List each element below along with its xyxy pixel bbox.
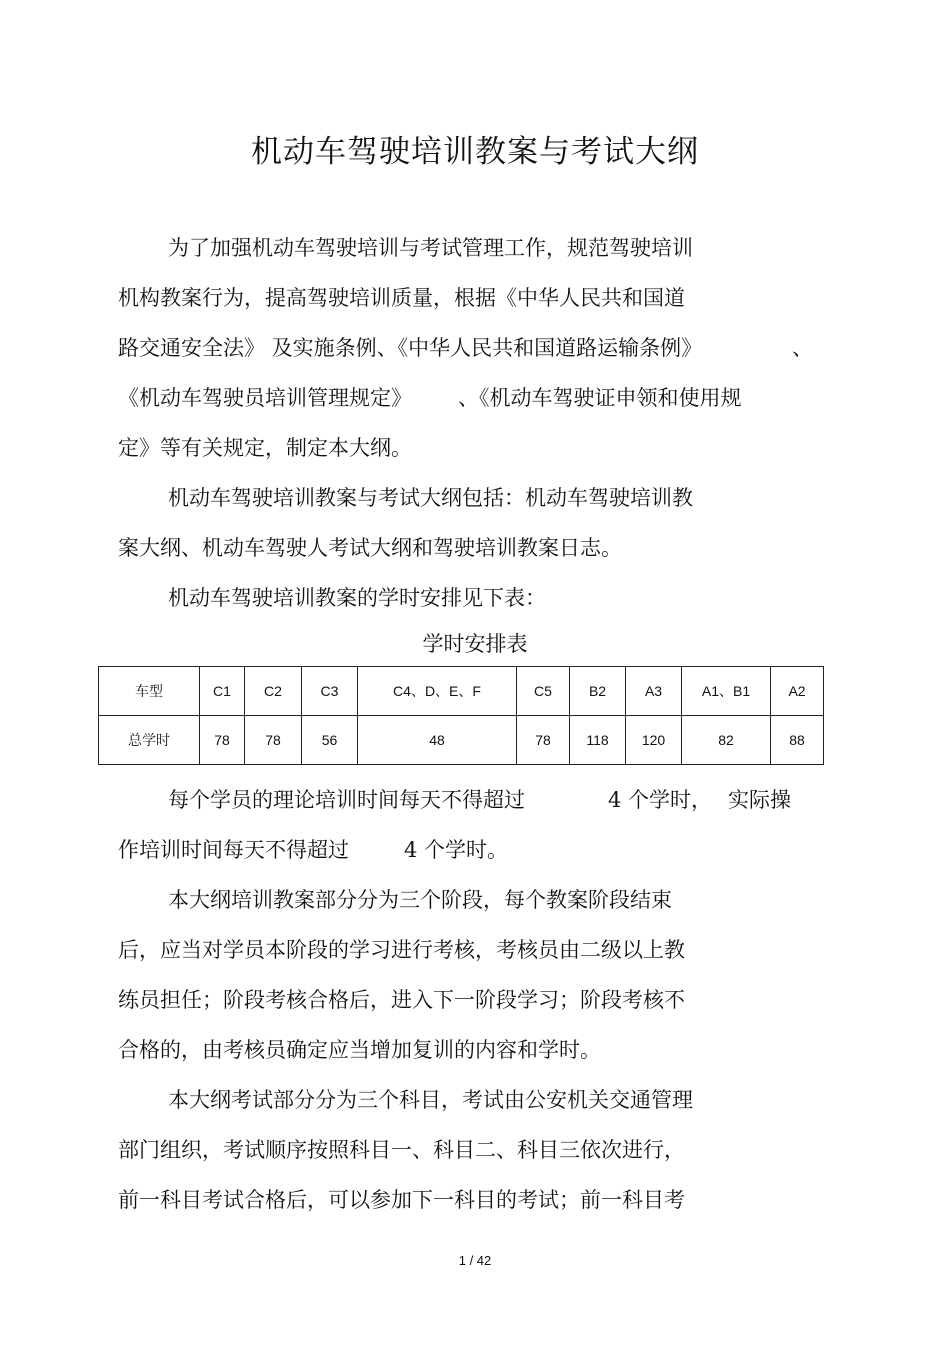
table-cell: 82 [682, 716, 771, 765]
table-cell: 78 [517, 716, 570, 765]
para2-line-1: 机动车驾驶培训教案与考试大纲包括：机动车驾驶培训教 [168, 486, 693, 510]
table-cell: A1、B1 [682, 667, 771, 716]
table-cell: 120 [626, 716, 682, 765]
table-cell: C5 [517, 667, 570, 716]
hours-table [98, 666, 824, 765]
table-cell: 78 [200, 716, 245, 765]
table-cell: C3 [302, 667, 358, 716]
para1-line-3-tail: 、 [792, 336, 813, 360]
table-cell: 车型 [99, 667, 200, 716]
para1-line-2: 机构教案行为，提高驾驶培训质量，根据《中华人民共和国道 [118, 286, 685, 310]
para1-line-4b: 、《机动车驾驶证申领和使用规 [458, 386, 742, 410]
document-title: 机动车驾驶培训教案与考试大纲 [251, 134, 699, 170]
para4-line-1c: 实际操 [728, 788, 791, 812]
para1-line-5: 定》等有关规定，制定本大纲。 [118, 436, 412, 460]
table-cell: 118 [570, 716, 626, 765]
para1-line-4a: 《机动车驾驶员培训管理规定》 [118, 386, 412, 410]
table-cell: A2 [771, 667, 824, 716]
table-row [99, 716, 824, 765]
table-cell: A3 [626, 667, 682, 716]
table-cell: 88 [771, 716, 824, 765]
para5-line-2: 后，应当对学员本阶段的学习进行考核，考核员由二级以上教 [118, 938, 685, 962]
para1-line-1: 为了加强机动车驾驶培训与考试管理工作，规范驾驶培训 [168, 236, 693, 260]
table-cell: 78 [245, 716, 302, 765]
para5-line-1: 本大纲培训教案部分分为三个阶段，每个教案阶段结束 [168, 888, 672, 912]
table-cell: B2 [570, 667, 626, 716]
para3-line-1: 机动车驾驶培训教案的学时安排见下表： [168, 586, 546, 610]
table-row [99, 667, 824, 716]
para5-line-3: 练员担任；阶段考核合格后，进入下一阶段学习；阶段考核不 [118, 988, 685, 1012]
table-caption: 学时安排表 [422, 632, 528, 656]
para4-line-1a: 每个学员的理论培训时间每天不得超过 [168, 788, 525, 812]
para4-line-1b: 4 个学时， [608, 788, 713, 812]
para4-line-2a: 作培训时间每天不得超过 [118, 838, 349, 862]
para5-line-4: 合格的，由考核员确定应当增加复训的内容和学时。 [118, 1038, 601, 1062]
para1-line-3: 路交通安全法》 及实施条例、《中华人民共和国道路运输条例》 [118, 336, 703, 360]
table-cell: 48 [358, 716, 517, 765]
para6-line-3: 前一科目考试合格后，可以参加下一科目的考试；前一科目考 [118, 1188, 685, 1212]
para6-line-2: 部门组织，考试顺序按照科目一、科目二、科目三依次进行， [118, 1138, 685, 1162]
para2-line-2: 案大纲、机动车驾驶人考试大纲和驾驶培训教案日志。 [118, 536, 622, 560]
table-cell: C1 [200, 667, 245, 716]
table-cell: C4、D、E、F [358, 667, 517, 716]
table-cell: 56 [302, 716, 358, 765]
para6-line-1: 本大纲考试部分分为三个科目，考试由公安机关交通管理 [168, 1088, 693, 1112]
table-cell: C2 [245, 667, 302, 716]
table-cell: 总学时 [99, 716, 200, 765]
para4-line-2b: 4 个学时。 [404, 838, 509, 862]
page-number: 1 / 42 [458, 1253, 492, 1268]
